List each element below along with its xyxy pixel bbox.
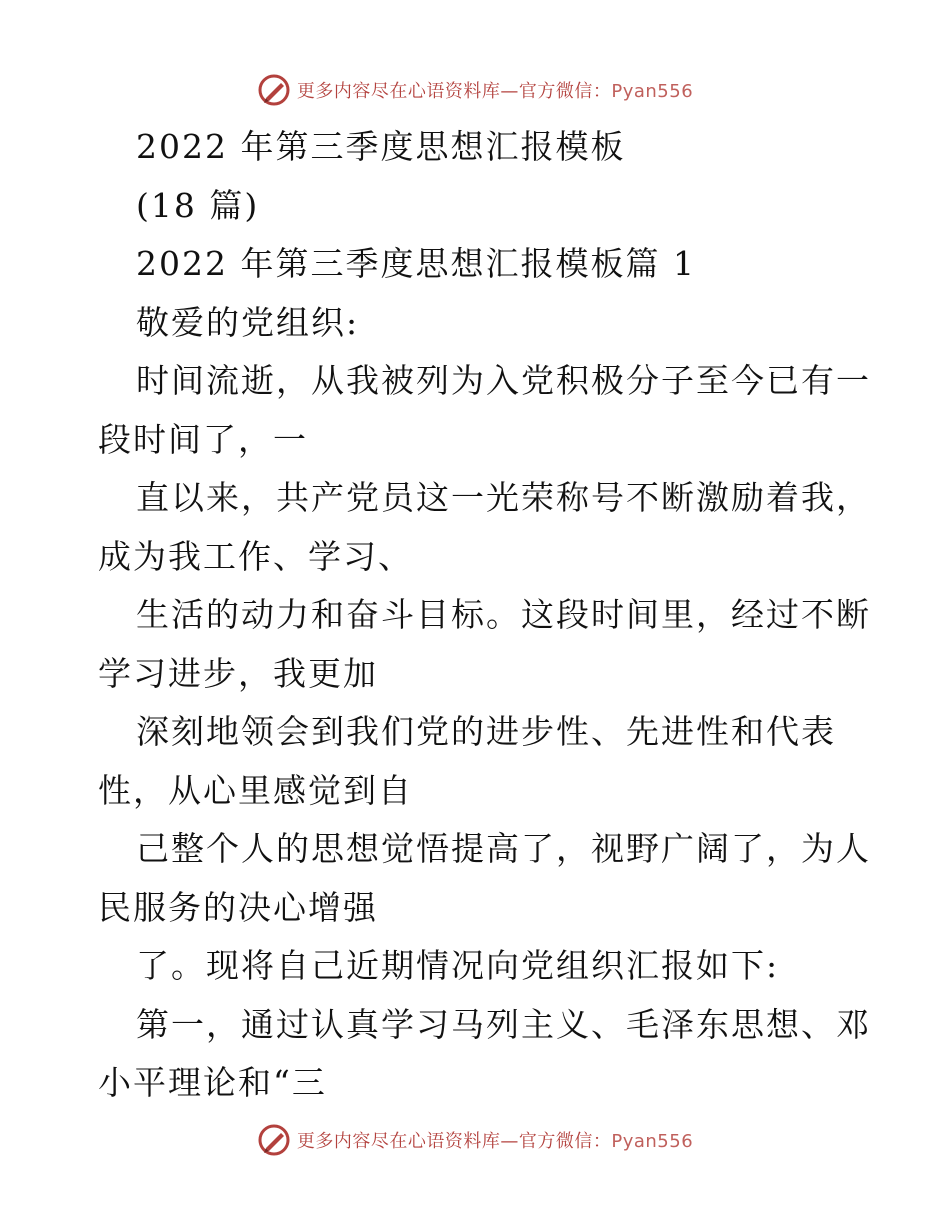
header-wechat-id: Pyan556 — [611, 81, 694, 102]
paragraph-line: 性，从心里感觉到自 — [98, 770, 413, 810]
paragraph-line: 了。现将自己近期情况向党组织汇报如下: — [136, 946, 780, 985]
header-watermark-banner — [0, 70, 950, 110]
pen-logo-icon — [257, 1123, 291, 1157]
paragraph-line: 学习进步，我更加 — [98, 653, 378, 693]
paragraph-line: 成为我工作、学习、 — [98, 536, 413, 576]
section-heading: 2022 年第三季度思想汇报模板篇 1 — [136, 244, 696, 283]
paragraph-line: 小平理论和“三 — [98, 1063, 327, 1102]
header-banner-text: 更多内容尽在心语资料库—官方微信：Pyan556 — [296, 81, 694, 102]
doc-subtitle: (18 篇) — [136, 185, 260, 225]
paragraph-line: 深刻地领会到我们党的进步性、先进性和代表 — [136, 712, 836, 751]
document-body — [98, 118, 871, 1113]
paragraph-line: 时间流逝，从我被列为入党积极分子至今已有一 — [136, 361, 871, 400]
paragraph-line: 己整个人的思想觉悟提高了，视野广阔了，为人 — [136, 829, 871, 868]
paragraph-line: 第一，通过认真学习马列主义、毛泽东思想、邓 — [136, 1004, 871, 1044]
pen-logo-icon — [257, 73, 291, 107]
paragraph-line: 段时间了，一 — [98, 419, 308, 459]
paragraph-line: 民服务的决心增强 — [98, 887, 378, 927]
salutation: 敬爱的党组织: — [136, 302, 360, 342]
footer-wechat-id: Pyan556 — [611, 1131, 694, 1152]
footer-watermark-banner — [0, 1120, 950, 1160]
footer-banner-text: 更多内容尽在心语资料库—官方微信：Pyan556 — [296, 1131, 694, 1152]
doc-title: 2022 年第三季度思想汇报模板 — [136, 127, 626, 166]
paragraph-line: 直以来，共产党员这一光荣称号不断激励着我， — [136, 478, 871, 517]
paragraph-line: 生活的动力和奋斗目标。这段时间里，经过不断 — [136, 595, 871, 634]
